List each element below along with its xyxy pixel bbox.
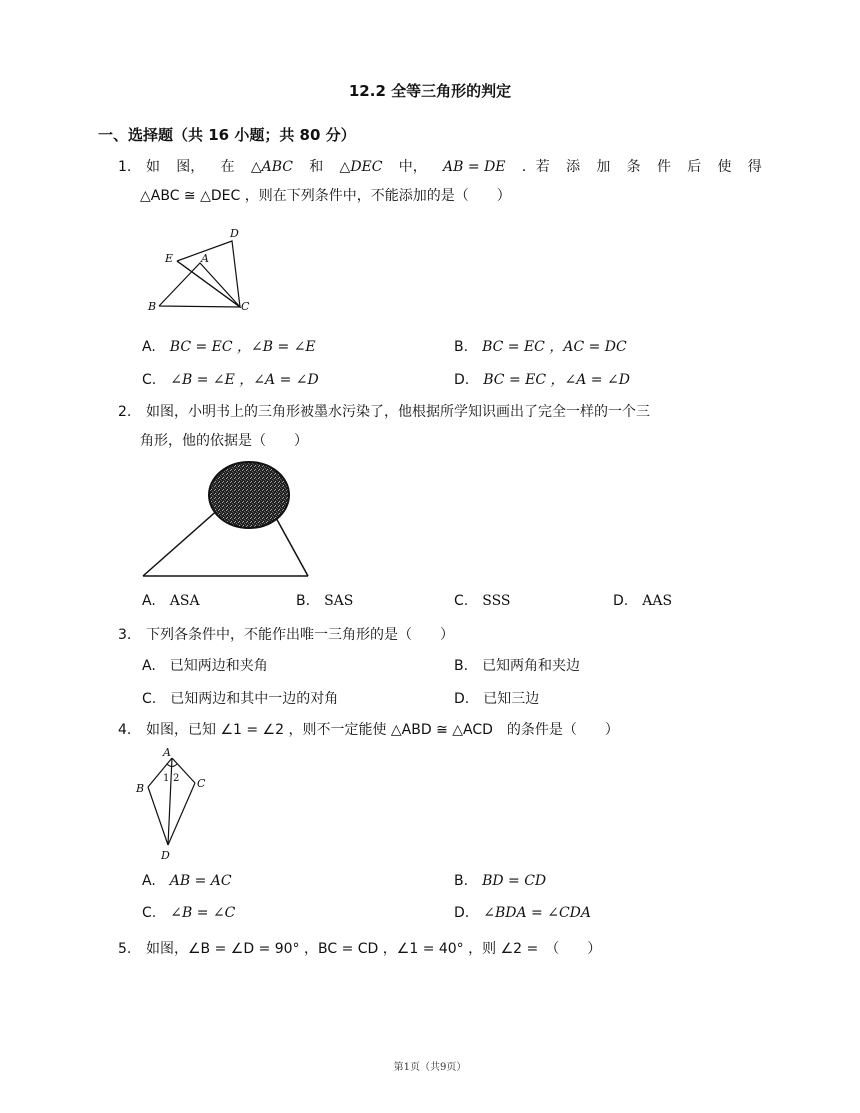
fig4-label-2: 2 (173, 773, 180, 784)
fig4-label-c: C (197, 777, 206, 790)
q1-word: AB = DE (443, 159, 506, 175)
q3-option-c[interactable]: C. 已知两边和其中一边的对角 (142, 691, 339, 707)
q1-word: 件 (656, 159, 671, 175)
q1-option-c[interactable]: C. ∠B = ∠E ，∠A = ∠D (142, 372, 319, 388)
fig4-label-1: 1 (163, 773, 170, 784)
question-1-line-2: △ABC ≅ △DEC ，则在下列条件中，不能添加的是（ ） (140, 188, 511, 204)
question-4-figure (128, 746, 218, 864)
fig4-label-b: B (136, 782, 145, 795)
q1-word: 后 (687, 159, 702, 175)
q2-option-b[interactable]: B. SAS (296, 593, 354, 609)
fig1-label-c: C (241, 300, 250, 313)
q1-word: 和 (309, 159, 324, 175)
q4-option-c[interactable]: C. ∠B = ∠C (142, 905, 236, 921)
section-heading: 一、选择题（共 16 小题；共 80 分） (98, 126, 356, 144)
question-1-line-1 (146, 158, 762, 176)
q3-option-b[interactable]: B. 已知两角和夹边 (454, 658, 581, 674)
fig4-label-a: A (163, 746, 171, 759)
q1-word: ．若 (521, 159, 550, 175)
q1-word: 加 (596, 159, 611, 175)
q1-word: 中， (398, 159, 427, 175)
question-2-line-1: 如图，小明书上的三角形被墨水污染了，他根据所学知识画出了完全一样的一个三 (146, 404, 650, 420)
q1-word: 如 (146, 159, 160, 175)
q1-word: 图， (176, 159, 205, 175)
question-3-line-1: 下列各条件中，不能作出唯一三角形的是（ ） (146, 627, 454, 643)
question-4-line-1: 如图，已知 ∠1 = ∠2 ，则不一定能使 △ABD ≅ △ACD 的条件是（ ） (146, 722, 619, 738)
question-4-number: 4. (118, 722, 132, 738)
q2-option-c[interactable]: C. SSS (454, 593, 511, 609)
q4-option-b[interactable]: B. BD = CD (454, 873, 547, 889)
q4-option-a[interactable]: A. AB = AC (142, 873, 232, 889)
q1-word: 条 (626, 159, 641, 175)
q3-option-d[interactable]: D. 已知三边 (454, 691, 540, 707)
question-2-line-2: 角形，他的依据是（ ） (140, 433, 308, 449)
q1-option-d[interactable]: D. BC = EC ，∠A = ∠D (454, 372, 630, 388)
q1-word: 得 (747, 159, 762, 175)
q2-option-d[interactable]: D. AAS (613, 593, 673, 609)
page-title: 12.2 全等三角形的判定 (348, 82, 512, 100)
fig1-label-a: A (201, 252, 209, 265)
q1-word: 添 (566, 159, 581, 175)
q3-option-a[interactable]: A. 已知两边和夹角 (142, 658, 268, 674)
q1-option-a[interactable]: A. BC = EC ，∠B = ∠E (142, 339, 316, 355)
question-2-figure (138, 458, 314, 582)
question-1-number: 1. (118, 159, 132, 175)
q1-word: 使 (717, 159, 732, 175)
fig1-label-b: B (148, 300, 157, 313)
q4-option-d[interactable]: D. ∠BDA = ∠CDA (454, 905, 591, 921)
q2-option-a[interactable]: A. ASA (142, 593, 200, 609)
question-5-number: 5. (118, 941, 132, 957)
fig1-label-e: E (165, 252, 174, 265)
page-footer: 第1页（共9页） (393, 1062, 467, 1073)
q1-word: 在 (220, 159, 235, 175)
q1-word: △ABC (250, 159, 293, 175)
fig1-label-d: D (230, 227, 239, 240)
question-3-number: 3. (118, 627, 132, 643)
question-1-figure (140, 224, 260, 316)
q1-option-b[interactable]: B. BC = EC ，AC = DC (454, 339, 627, 355)
q1-word: △DEC (339, 159, 383, 175)
question-2-number: 2. (118, 404, 132, 420)
fig4-label-d: D (161, 849, 170, 862)
question-5-line-1: 如图，∠B = ∠D = 90° ，BC = CD ，∠1 = 40° ，则 ∠2 = （ ） (146, 941, 602, 957)
ink-blot (209, 462, 289, 528)
